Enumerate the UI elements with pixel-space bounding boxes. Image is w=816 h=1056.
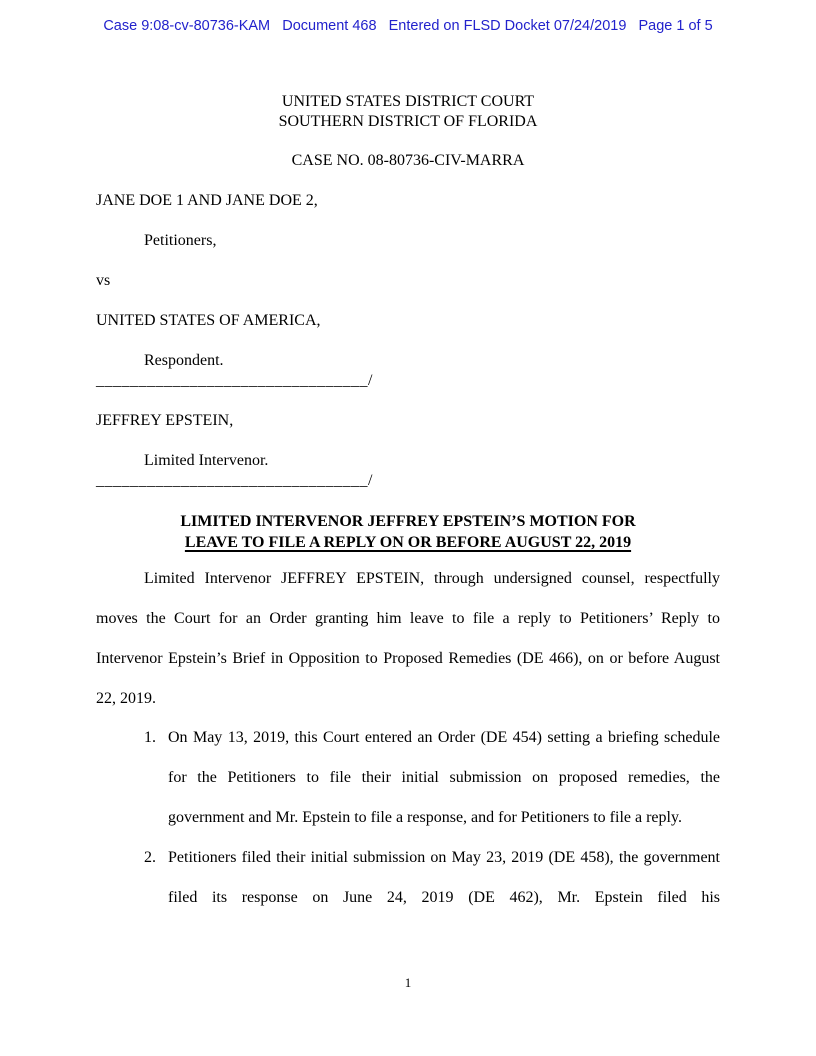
caption-separator-line: ________________________________/ [96,372,373,389]
caption-versus: vs [96,272,111,289]
motion-title-line-2: LEAVE TO FILE A REPLY ON OR BEFORE AUGUST 22, 2019 [184,534,632,551]
caption-petitioners-role: Petitioners, [144,232,217,249]
motion-title-line-1: LIMITED INTERVENOR JEFFREY EPSTEIN’S MOTION FOR [180,513,636,530]
case-number: CASE NO. 08-80736-CIV-MARRA [291,152,525,169]
list-item [96,838,720,918]
caption-petitioners-name: JANE DOE 1 AND JANE DOE 2, [96,192,318,209]
caption-intervenor-name: JEFFREY EPSTEIN, [96,412,234,429]
page-number: 1 [404,975,412,990]
motion-intro-paragraph: Limited Intervenor JEFFREY EPSTEIN, through undersigned counsel, respectfully moves the Court for an Order granting him leave to file a reply to Petitioners’ Reply to Intervenor Epstein’s Brief in Opposition to Proposed Remedies (DE 466), on or before August 22, 2019. [96,570,720,707]
court-district: SOUTHERN DISTRICT OF FLORIDA [278,113,538,130]
court-name: UNITED STATES DISTRICT COURT [281,93,535,110]
list-item-text: On May 13, 2019, this Court entered an Order (DE 454) setting a briefing schedule for the Petitioners to file their initial submission on proposed remedies, the government and Mr. Epstein to file a response, and for Petitioners to file a reply. [168,729,720,826]
court-heading [0,92,816,132]
motion-title [0,511,816,553]
caption-separator-line-2: ________________________________/ [96,472,373,489]
list-item-number: 1. [144,729,156,746]
caption-respondent-role: Respondent. [144,352,224,369]
numbered-paragraph-list [96,718,720,918]
list-item [96,718,720,838]
list-item-number: 2. [144,849,156,866]
caption-intervenor-role: Limited Intervenor. [144,452,269,469]
ecf-stamp-header: Case 9:08-cv-80736-KAM Document 468 Entered on FLSD Docket 07/24/2019 Page 1 of 5 [103,18,713,34]
caption-respondent-name: UNITED STATES OF AMERICA, [96,312,321,329]
list-item-text: Petitioners filed their initial submission on May 23, 2019 (DE 458), the government filed its response on June 24, 2019 (DE 462), Mr. Epstein filed his [168,849,720,906]
